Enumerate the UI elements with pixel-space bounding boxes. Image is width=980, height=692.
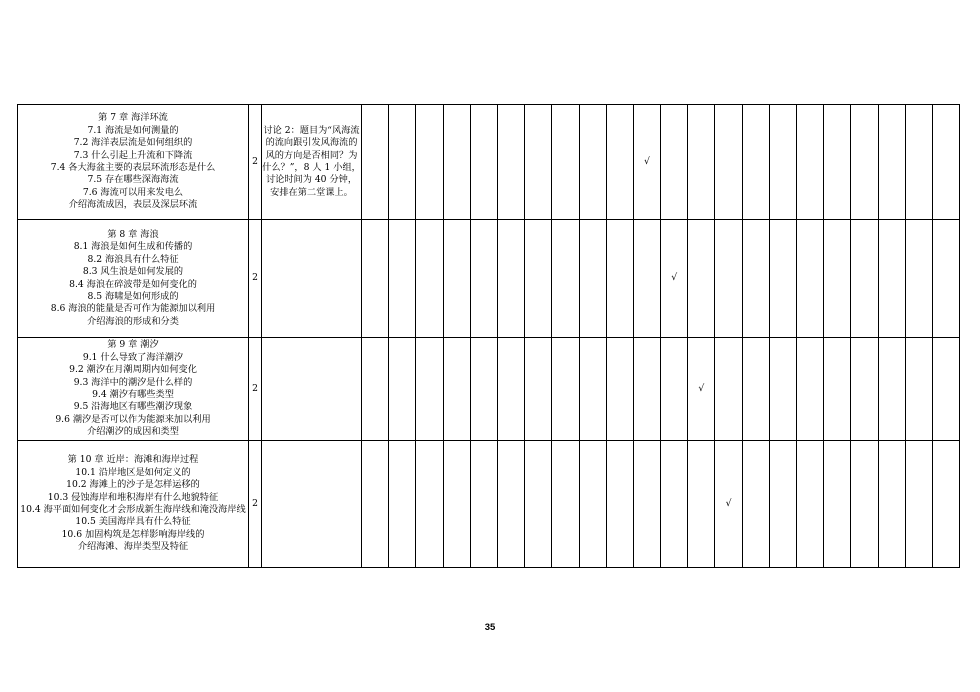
chapter-topic: 8.3 风生浪是如何发展的 bbox=[82, 266, 184, 278]
chapter-topic: 9.4 潮汐有哪些类型 bbox=[92, 389, 174, 400]
chapter-topic: 8.5 海啸是如何形成的 bbox=[87, 290, 179, 302]
empty-cell bbox=[905, 220, 932, 338]
discussion-note-cell bbox=[262, 441, 362, 568]
chapter-topic: 介绍海浪的形成和分类 bbox=[87, 315, 179, 327]
empty-cell bbox=[878, 338, 905, 441]
chapter-title: 第 10 章 近岸：海滩和海岸过程 bbox=[67, 454, 199, 466]
empty-cell bbox=[742, 441, 769, 568]
empty-cell bbox=[552, 220, 579, 338]
course-schedule-table bbox=[17, 104, 960, 568]
table-row bbox=[18, 105, 960, 220]
empty-cell bbox=[579, 105, 606, 220]
empty-cell bbox=[470, 441, 497, 568]
chapter-topic: 7.2 海洋表层流是如何组织的 bbox=[73, 137, 193, 149]
empty-cell bbox=[389, 338, 416, 441]
empty-cell bbox=[661, 105, 688, 220]
chapter-content-cell bbox=[18, 441, 249, 568]
empty-cell bbox=[362, 220, 389, 338]
chapter-topic: 介绍潮汐的成因和类型 bbox=[87, 426, 179, 438]
empty-cell bbox=[416, 338, 443, 441]
empty-cell bbox=[552, 441, 579, 568]
hours-cell: 2 bbox=[249, 105, 262, 220]
hours-cell: 2 bbox=[249, 220, 262, 338]
empty-cell bbox=[878, 441, 905, 568]
empty-cell bbox=[443, 441, 470, 568]
empty-cell bbox=[525, 338, 552, 441]
checkmark-cell bbox=[715, 441, 742, 568]
empty-cell bbox=[824, 220, 851, 338]
page-number: 35 bbox=[484, 622, 496, 633]
empty-cell bbox=[769, 441, 796, 568]
chapter-topic: 介绍海流成因，表层及深层环流 bbox=[68, 199, 198, 211]
chapter-topic: 介绍海滩、海岸类型及特征 bbox=[77, 541, 189, 553]
chapter-topic: 10.5 美国海岸具有什么特征 bbox=[75, 516, 191, 528]
empty-cell bbox=[878, 220, 905, 338]
empty-cell bbox=[797, 105, 824, 220]
empty-cell bbox=[606, 220, 633, 338]
chapter-topic: 9.5 沿海地区有哪些潮汐现象 bbox=[73, 401, 193, 413]
empty-cell bbox=[715, 105, 742, 220]
chapter-topic: 7.5 存在哪些深海海流 bbox=[87, 174, 179, 186]
checkmark-icon: √ bbox=[698, 382, 705, 394]
empty-cell bbox=[932, 338, 959, 441]
empty-cell bbox=[497, 105, 524, 220]
table-row bbox=[18, 441, 960, 568]
empty-cell bbox=[552, 105, 579, 220]
chapter-topic: 7.6 海流可以用来发电么 bbox=[82, 186, 184, 198]
empty-cell bbox=[497, 220, 524, 338]
chapter-topic: 8.1 海浪是如何生成和传播的 bbox=[73, 241, 193, 253]
chapter-topic: 8.6 海浪的能量是否可作为能源加以利用 bbox=[50, 303, 216, 315]
hours-cell: 2 bbox=[249, 441, 262, 568]
chapter-title: 第 9 章 潮汐 bbox=[107, 339, 159, 351]
empty-cell bbox=[715, 220, 742, 338]
chapter-topic: 8.2 海浪具有什么特征 bbox=[87, 253, 179, 265]
empty-cell bbox=[742, 105, 769, 220]
empty-cell bbox=[661, 441, 688, 568]
empty-cell bbox=[824, 105, 851, 220]
empty-cell bbox=[416, 105, 443, 220]
checkmark-icon: √ bbox=[671, 272, 678, 284]
empty-cell bbox=[905, 105, 932, 220]
empty-cell bbox=[389, 441, 416, 568]
empty-cell bbox=[905, 338, 932, 441]
checkmark-icon: √ bbox=[644, 155, 650, 167]
discussion-note-cell bbox=[262, 220, 362, 338]
empty-cell bbox=[606, 441, 633, 568]
empty-cell bbox=[905, 441, 932, 568]
empty-cell bbox=[661, 338, 688, 441]
empty-cell bbox=[470, 220, 497, 338]
chapter-topic: 9.3 海洋中的潮汐是什么样的 bbox=[73, 376, 193, 388]
empty-cell bbox=[932, 220, 959, 338]
discussion-note-cell bbox=[262, 338, 362, 441]
empty-cell bbox=[579, 220, 606, 338]
empty-cell bbox=[633, 220, 660, 338]
discussion-note-cell: 讨论 2：题目为“风海流的流向跟引发风海流的风的方向是否相同？为什么？”，8 人 1 小组，讨论时间为 40 分钟，安排在第二堂课上。 bbox=[262, 105, 362, 220]
empty-cell bbox=[851, 441, 878, 568]
empty-cell bbox=[688, 441, 715, 568]
chapter-topic: 7.4 各大海盆主要的表层环流形态是什么 bbox=[50, 162, 216, 173]
empty-cell bbox=[797, 220, 824, 338]
empty-cell bbox=[688, 105, 715, 220]
empty-cell bbox=[769, 338, 796, 441]
empty-cell bbox=[932, 441, 959, 568]
empty-cell bbox=[633, 441, 660, 568]
chapter-content-cell bbox=[18, 338, 249, 441]
empty-cell bbox=[878, 105, 905, 220]
empty-cell bbox=[715, 338, 742, 441]
checkmark-icon: √ bbox=[725, 497, 732, 509]
chapter-content-cell bbox=[18, 105, 249, 220]
empty-cell bbox=[389, 105, 416, 220]
empty-cell bbox=[742, 220, 769, 338]
empty-cell bbox=[688, 220, 715, 338]
chapter-topic: 10.6 加固构筑是怎样影响海岸线的 bbox=[61, 528, 205, 540]
empty-cell bbox=[633, 338, 660, 441]
empty-cell bbox=[470, 105, 497, 220]
empty-cell bbox=[851, 220, 878, 338]
chapter-topic: 10.2 海滩上的沙子是怎样运移的 bbox=[66, 479, 200, 491]
empty-cell bbox=[416, 220, 443, 338]
chapter-topic: 8.4 海浪在碎波带是如何变化的 bbox=[69, 278, 197, 290]
empty-cell bbox=[797, 441, 824, 568]
chapter-topic: 10.1 沿岸地区是如何定义的 bbox=[75, 466, 191, 478]
chapter-content-cell bbox=[18, 220, 249, 338]
empty-cell bbox=[742, 338, 769, 441]
chapter-topic: 10.3 侵蚀海岸和堆积海岸有什么地貌特征 bbox=[47, 491, 219, 503]
empty-cell bbox=[497, 441, 524, 568]
empty-cell bbox=[824, 338, 851, 441]
empty-cell bbox=[769, 220, 796, 338]
empty-cell bbox=[497, 338, 524, 441]
empty-cell bbox=[443, 105, 470, 220]
checkmark-cell bbox=[661, 220, 688, 338]
empty-cell bbox=[362, 338, 389, 441]
empty-cell bbox=[470, 338, 497, 441]
empty-cell bbox=[797, 338, 824, 441]
empty-cell bbox=[824, 441, 851, 568]
empty-cell bbox=[525, 220, 552, 338]
empty-cell bbox=[769, 105, 796, 220]
empty-cell bbox=[851, 338, 878, 441]
chapter-topic: 9.2 潮汐在月潮周期内如何变化 bbox=[69, 364, 197, 376]
empty-cell bbox=[579, 441, 606, 568]
empty-cell bbox=[525, 105, 552, 220]
empty-cell bbox=[851, 105, 878, 220]
empty-cell bbox=[606, 338, 633, 441]
chapter-topic: 7.1 海流是如何测量的 bbox=[87, 124, 179, 136]
empty-cell bbox=[932, 105, 959, 220]
empty-cell bbox=[389, 220, 416, 338]
chapter-topic: 7.3 什么引起上升流和下降流 bbox=[73, 149, 193, 161]
empty-cell bbox=[416, 441, 443, 568]
chapter-topic: 9.1 什么导致了海洋潮汐 bbox=[82, 351, 184, 363]
hours-cell: 2 bbox=[249, 338, 262, 441]
chapter-title: 第 8 章 海浪 bbox=[107, 228, 159, 240]
empty-cell bbox=[552, 338, 579, 441]
empty-cell bbox=[362, 441, 389, 568]
checkmark-cell bbox=[633, 105, 660, 220]
chapter-title: 第 7 章 海洋环流 bbox=[98, 112, 168, 124]
empty-cell bbox=[606, 105, 633, 220]
empty-cell bbox=[443, 220, 470, 338]
table-row bbox=[18, 220, 960, 338]
empty-cell bbox=[443, 338, 470, 441]
chapter-topic: 10.4 海平面如何变化才会形成新生海岸线和淹没海岸线 bbox=[20, 504, 246, 515]
table-row bbox=[18, 338, 960, 441]
checkmark-cell bbox=[688, 338, 715, 441]
chapter-topic: 9.6 潮汐是否可以作为能源来加以利用 bbox=[55, 413, 211, 425]
empty-cell bbox=[525, 441, 552, 568]
empty-cell bbox=[362, 105, 389, 220]
empty-cell bbox=[579, 338, 606, 441]
